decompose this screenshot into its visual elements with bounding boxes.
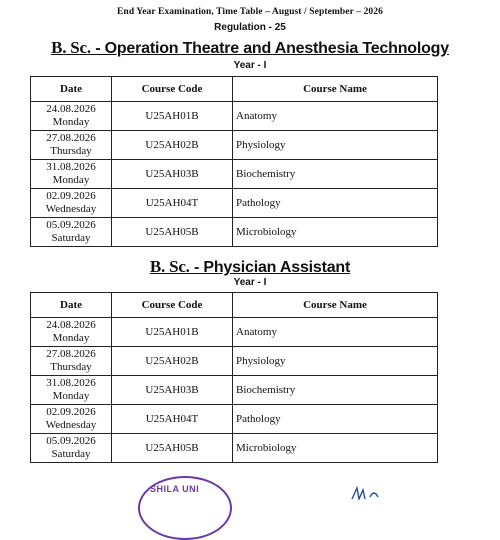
timetable-physician-assistant — [30, 292, 438, 463]
date-cell: 27.08.2026 Thursday — [31, 131, 112, 160]
table-row — [31, 218, 438, 247]
year-label: Year - I — [233, 277, 267, 288]
date-cell: 05.09.2026 Saturday — [31, 218, 112, 247]
section-title-physician-assistant — [0, 257, 500, 277]
table-row — [31, 189, 438, 218]
column-header-course-code: Course Code — [112, 293, 233, 318]
date-cell: 02.09.2026 Wednesday — [31, 405, 112, 434]
seal-text: SHILA UNI — [150, 484, 200, 494]
course-code-cell: U25AH01B — [112, 102, 233, 131]
course-code-cell: U25AH04T — [112, 189, 233, 218]
date-cell: 31.08.2026 Monday — [31, 160, 112, 189]
course-code-cell: U25AH03B — [112, 160, 233, 189]
course-name-cell: Anatomy — [233, 318, 438, 347]
signature — [350, 485, 390, 500]
course-name-cell: Pathology — [233, 189, 438, 218]
date-cell: 05.09.2026 Saturday — [31, 434, 112, 463]
table-header-row — [31, 77, 438, 102]
course-name-cell: Biochemistry — [233, 376, 438, 405]
date-cell: 31.08.2026 Monday — [31, 376, 112, 405]
table-row — [31, 434, 438, 463]
table-header-row — [31, 293, 438, 318]
column-header-course-name: Course Name — [233, 293, 438, 318]
section-title-ot-anesthesia — [0, 38, 500, 58]
course-name-cell: Biochemistry — [233, 160, 438, 189]
course-code-cell: U25AH02B — [112, 131, 233, 160]
course-code-cell: U25AH04T — [112, 405, 233, 434]
course-code-cell: U25AH02B — [112, 347, 233, 376]
year-label: Year - I — [233, 60, 267, 71]
course-name-cell: Microbiology — [233, 434, 438, 463]
course-name-cell: Pathology — [233, 405, 438, 434]
regulation-label: Regulation - 25 — [214, 22, 286, 33]
date-cell: 24.08.2026 Monday — [31, 318, 112, 347]
program-name: - Operation Theatre and Anesthesia Technology — [90, 40, 449, 57]
program-name: - Physician Assistant — [189, 259, 351, 276]
course-code-cell: U25AH05B — [112, 218, 233, 247]
timetable-ot-anesthesia — [30, 76, 438, 247]
course-code-cell: U25AH05B — [112, 434, 233, 463]
degree-prefix: B. Sc. — [51, 38, 91, 57]
column-header-course-name: Course Name — [233, 77, 438, 102]
exam-title: End Year Examination, Time Table – August / September – 2026 — [117, 7, 383, 17]
table-row — [31, 318, 438, 347]
column-header-date: Date — [31, 77, 112, 102]
column-header-date: Date — [31, 293, 112, 318]
course-name-cell: Physiology — [233, 131, 438, 160]
table-row — [31, 376, 438, 405]
course-name-cell: Physiology — [233, 347, 438, 376]
table-row — [31, 160, 438, 189]
table-row — [31, 131, 438, 160]
course-name-cell: Microbiology — [233, 218, 438, 247]
table-row — [31, 405, 438, 434]
degree-prefix: B. Sc. — [149, 257, 190, 276]
table-row — [31, 347, 438, 376]
date-cell: 27.08.2026 Thursday — [31, 347, 112, 376]
date-cell: 24.08.2026 Monday — [31, 102, 112, 131]
table-row — [31, 102, 438, 131]
course-code-cell: U25AH03B — [112, 376, 233, 405]
course-code-cell: U25AH01B — [112, 318, 233, 347]
column-header-course-code: Course Code — [112, 77, 233, 102]
course-name-cell: Anatomy — [233, 102, 438, 131]
date-cell: 02.09.2026 Wednesday — [31, 189, 112, 218]
